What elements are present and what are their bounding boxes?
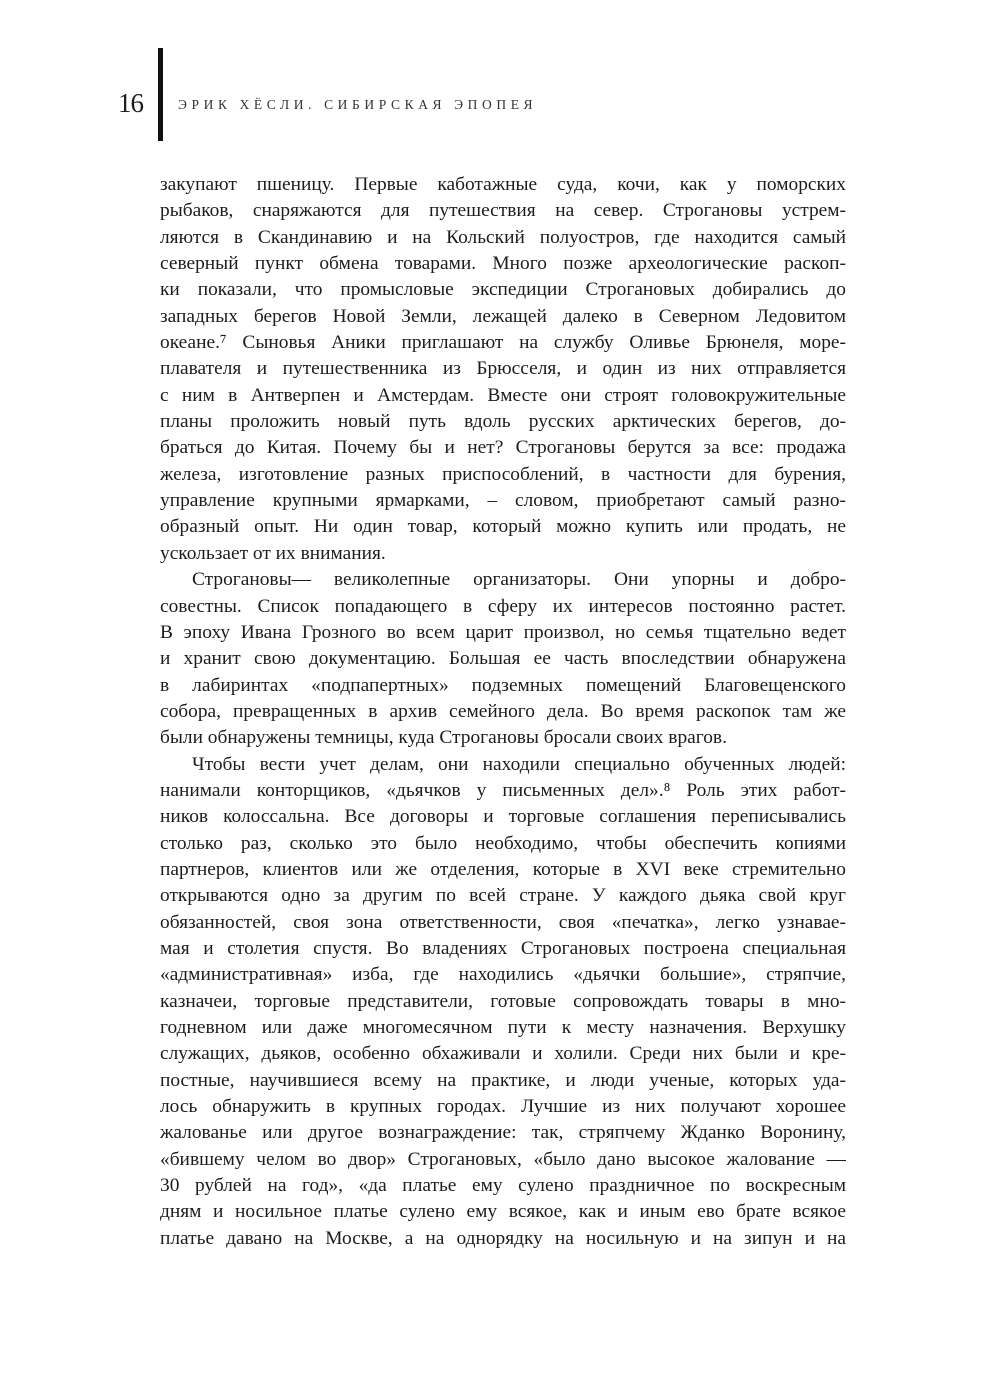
text-line: постные, научившиеся всему на практике, и люди ученые, которых уда-	[160, 1069, 846, 1091]
text-line: рыбаков, снаряжаются для путешествия на север. Строгановы устрем-	[160, 200, 846, 222]
paragraph	[160, 567, 846, 751]
text-line: 30 рублей на год», «да платье ему сулено праздничное по воскресным	[160, 1175, 846, 1197]
text-line: совестны. Список попадающего в сферу их интересов постоянно растет.	[160, 595, 846, 617]
text-line: управление крупными ярмарками, – словом, приобретают самый разно-	[160, 490, 846, 512]
paragraph	[160, 752, 846, 1253]
text-line: «бившему челом во двор» Строгановых, «было дано высокое жалование —	[160, 1148, 846, 1170]
text-line: В эпоху Ивана Грозного во всем царит произвол, но семья тщательно ведет	[160, 621, 846, 643]
text-line: западных берегов Новой Земли, лежащей далеко в Северном Ледовитом	[160, 305, 846, 327]
text-line: «административная» изба, где находились «дьячки большие», стряпчие,	[160, 964, 846, 986]
text-line: и хранит свою документацию. Большая ее часть впоследствии обнаружена	[160, 648, 846, 670]
text-line: океане.⁷ Сыновья Аники приглашают на службу Оливье Брюнеля, море-	[160, 332, 846, 354]
text-line: железа, изготовление разных приспособлений, в частности для бурения,	[160, 463, 846, 485]
text-line: лось обнаружить в крупных городах. Лучшие из них получают хорошее	[160, 1096, 846, 1118]
text-line: казначеи, торговые представители, готовые сопровождать товары в мно-	[160, 990, 846, 1012]
text-line: открываются одно за другим по всей стране. У каждого дьяка свой круг	[160, 885, 846, 907]
page-number: 16	[118, 88, 143, 118]
text-line: столько раз, сколько это было необходимо, чтобы обеспечить копиями	[160, 832, 846, 854]
text-line: планы проложить новый путь вдоль русских арктических берегов, до-	[160, 411, 846, 433]
text-line: плавателя и путешественника из Брюсселя, и один из них отправляется	[160, 358, 846, 380]
text-line: жалованье или другое вознаграждение: так, стряпчему Жданко Воронину,	[160, 1122, 846, 1144]
text-line: закупают пшеницу. Первые каботажные суда, кочи, как у поморских	[160, 174, 846, 195]
header-divider	[158, 48, 163, 141]
text-line: нанимали конторщиков, «дьячков у письменных дел».⁸ Роль этих работ-	[160, 779, 846, 801]
body-text	[160, 172, 846, 1252]
text-line: ускользает от их внимания.	[160, 542, 386, 564]
text-line: собора, превращенных в архив семейного дела. Во время раскопок там же	[160, 700, 846, 722]
text-line: ки показали, что промысловые экспедиции Строгановых добирались до	[160, 279, 846, 301]
text-line: дням и носильное платье сулено ему всякое, как и иным ево брате всякое	[160, 1201, 846, 1223]
text-line: северный пункт обмена товарами. Много позже археологические раскоп-	[160, 253, 846, 275]
text-line: платье давано на Москве, а на однорядку на носильную и на зипун и на	[160, 1227, 846, 1249]
text-line: с ним в Антверпен и Амстердам. Вместе они строят головокружительные	[160, 384, 846, 406]
running-title: ЭРИК ХЁСЛИ. СИБИРСКАЯ ЭПОПЕЯ	[178, 97, 538, 112]
text-line: служащих, дьяков, особенно обхаживали и холили. Среди них были и кре-	[160, 1043, 846, 1065]
text-line: Чтобы вести учет делам, они находили специально обученных людей:	[192, 753, 846, 775]
text-line: ляются в Скандинавию и на Кольский полуостров, где находится самый	[160, 226, 846, 248]
text-line: в лабиринтах «подпапертных» подземных помещений Благовещенского	[160, 674, 846, 696]
text-line: мая и столетия спустя. Во владениях Строгановых построена специальная	[160, 937, 846, 959]
text-line: партнеров, клиентов или же отделения, которые в XVI веке стремительно	[160, 858, 846, 880]
paragraph	[160, 172, 846, 567]
text-line: браться до Китая. Почему бы и нет? Строгановы берутся за все: продажа	[160, 437, 846, 459]
text-line: образный опыт. Ни один товар, который можно купить или продать, не	[160, 516, 846, 538]
text-line: были обнаружены темницы, куда Строгановы бросали своих врагов.	[160, 727, 727, 749]
text-line: годневном или даже многомесячном пути к месту назначения. Верхушку	[160, 1017, 846, 1038]
text-line: ников колоссальна. Все договоры и торговые соглашения переписывались	[160, 806, 846, 828]
text-line: Строгановы— великолепные организаторы. Они упорны и добро-	[192, 569, 846, 591]
text-line: обязанностей, своя зона ответственности, своя «печатка», легко узнавае-	[160, 911, 846, 933]
